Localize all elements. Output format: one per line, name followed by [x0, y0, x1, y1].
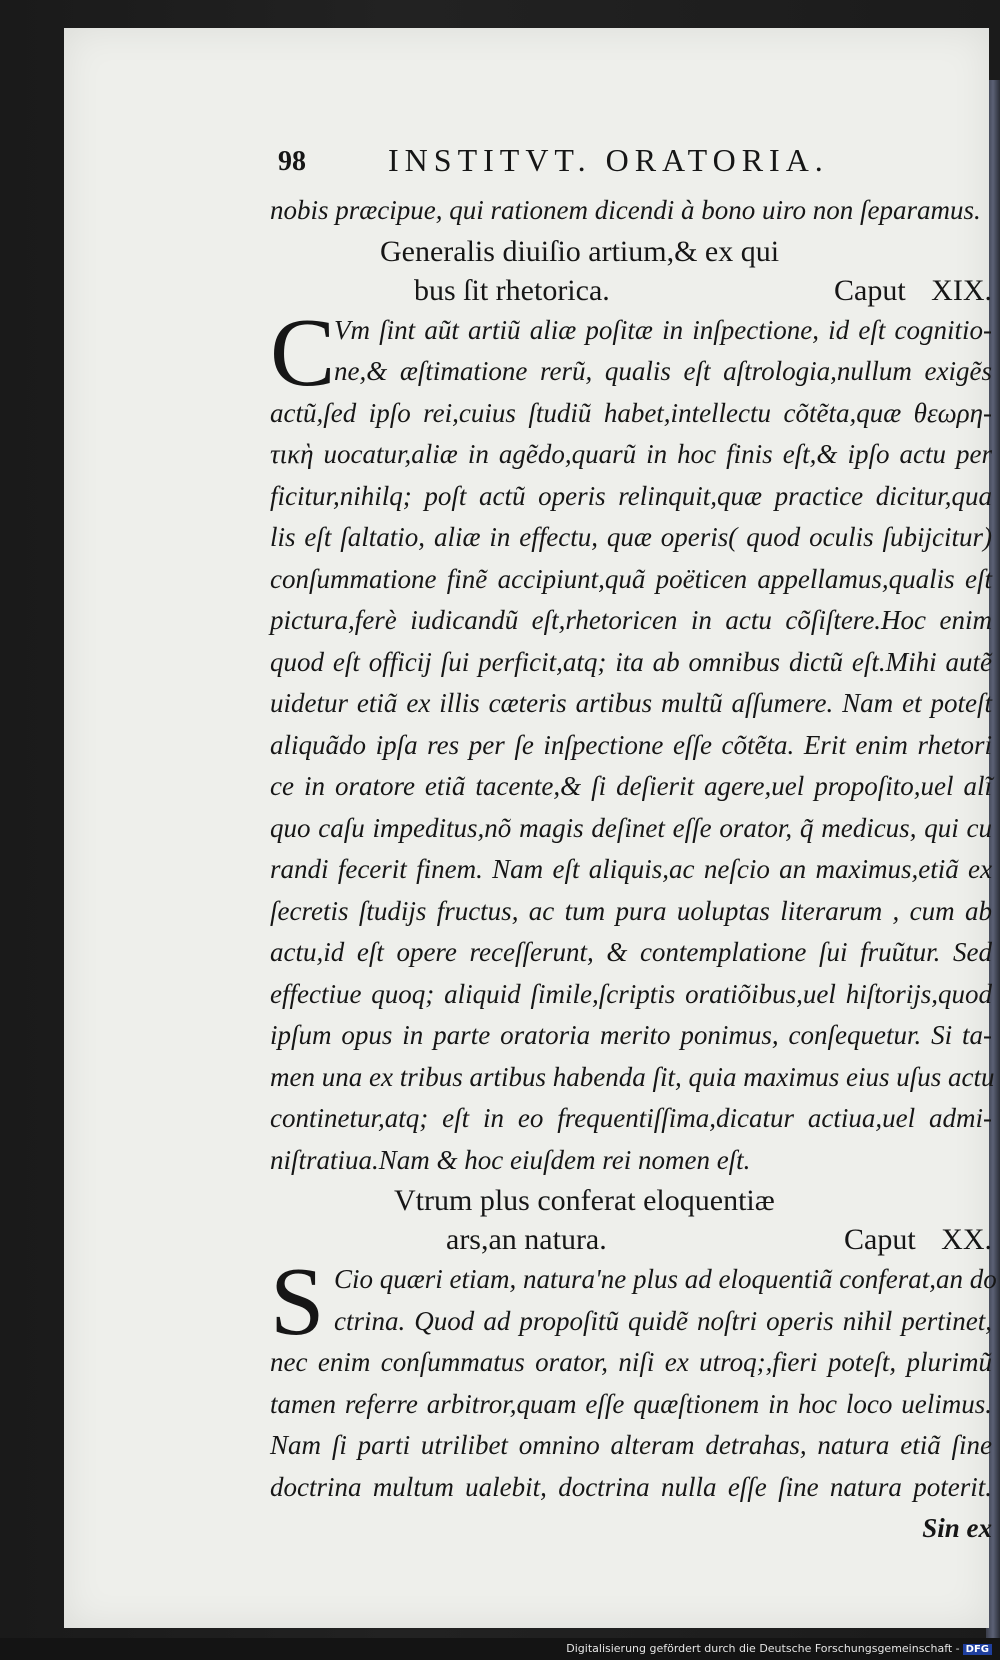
chapter-20-drop-cap: S [270, 1248, 325, 1356]
chapter-20-text-line: Nam ſi parti utrilibet omnino alteram detrahas, natura etiã ſine [270, 1430, 992, 1460]
chapter-19-text-line: pictura,ferè iudicandũ eſt,rhetoricen in actu cõſiſtere.Hoc enim [270, 605, 992, 635]
footer-credit-text: Digitalisierung gefördert durch die Deutsche Forschungsgemeinschaft - [566, 1642, 960, 1655]
chapter-19-text-line: uidetur etiã ex illis cæteris artibus multũ aſſumere. Nam et poteſt [270, 688, 992, 718]
chapter-19-text-line: lis eſt ſaltatio, aliæ in effectu, quæ operis( quod oculis ſubijcitur) [270, 522, 992, 552]
dfg-logo-icon: DFG [963, 1644, 992, 1655]
chapter-19-heading-text-1: Generalis diuiſio artium,& ex qui [380, 234, 780, 268]
chapter-19-text-line: ſecretis ſtudijs fructus, ac tum pura uoluptas literarum , cum ab [270, 895, 992, 926]
chapter-19-text-line: aliquãdo ipſa res per ſe inſpectione eſſe cõtẽta. Erit enim rhetori [270, 729, 992, 760]
chapter-20-text-line: ctrina. Quod ad propoſitũ quidẽ noſtri operis nihil pertinet, [334, 1305, 992, 1336]
chapter-19-text-line: τικὴ uocatur,aliæ in agẽdo,quarũ in hoc finis eſt,& ipſo actu per [270, 439, 992, 469]
footer-credit [566, 1642, 992, 1655]
chapter-19-text-line: ipſum opus in parte oratoria merito ponimus, conſequetur. Si ta- [270, 1020, 992, 1050]
chapter-20-heading-1 [220, 1181, 992, 1220]
chapter-20-text-line: nec enim conſummatus orator, niſi ex utroq;,fieri poteſt, plurimũ [270, 1347, 992, 1377]
chapter-19-lines [220, 298, 995, 1182]
chapter-19-text-line: quo caſu impeditus,nõ magis deſinet eſſe orator, q̃ medicus, qui cu [270, 812, 992, 843]
chapter-19-text-line: Vm ſint aũt artiũ aliæ poſitæ in inſpectione, id eſt cognitio- [334, 314, 992, 345]
opening-line: nobis præcipue, qui rationem dicendi à bono uiro non ſeparamus. [270, 195, 981, 225]
page-text [220, 138, 997, 1548]
chapter-20-heading-2 [220, 1220, 992, 1259]
chapter-19-text-line: conſummatione finẽ accipiunt,quã poëticen appellamus,qualis eſt [270, 563, 992, 594]
chapter-20-lines [220, 1248, 997, 1508]
chapter-20-text-line: tamen referre arbitror,quam eſſe quæſtionem in hoc loco uelimus. [270, 1388, 992, 1419]
running-title: INSTITVT. ORATORIA. [388, 142, 829, 178]
chapter-19-text-line: actũ,ſed ipſo rei,cuius ſtudiũ habet,intellectu cõtẽta,quæ θεωρη- [270, 397, 992, 428]
chapter-19-heading-text-2: bus ſit rhetorica. [414, 273, 610, 307]
chapter-19-body [220, 298, 995, 1182]
chapter-20-heading-text-1: Vtrum plus conferat eloquentiæ [394, 1184, 775, 1217]
page-number: 98 [278, 146, 306, 177]
chapter-19-heading-2 [220, 271, 992, 310]
catchword: Sin ex [922, 1513, 992, 1543]
chapter-20-text-line: doctrina multum ualebit, doctrina nulla eſſe ſine natura poterit. [270, 1471, 992, 1502]
chapter-19-heading-1 [220, 232, 992, 271]
running-head [220, 138, 992, 190]
chapter-20-body [220, 1248, 997, 1508]
chapter-19-text-line: ce in oratore etiã tacente,& ſi deſierit agere,uel propoſito,uel alĩ [270, 771, 992, 801]
chapter-19-text-line: men una ex tribus artibus habenda ſit, quia maximus eius uſus actu [270, 1061, 995, 1092]
chapter-19-text-line: ne,& æſtimatione rerũ, qualis eſt aſtrologia,nullum exigẽs [334, 356, 992, 386]
chapter-19-text-line: niſtratiua.Nam & hoc eiuſdem rei nomen eſt. [270, 1144, 751, 1175]
chapter-20-heading-text-2: ars,an natura. [446, 1223, 607, 1256]
chapter-19-text-line: ficitur,nihilq; poſt actũ operis relinquit,quæ practice dicitur,qua [270, 480, 992, 511]
chapter-19-text-line: continetur,atq; eſt in eo frequentiſſima,dicatur actiua,uel admi- [270, 1103, 992, 1133]
chapter-19-drop-cap: C [270, 298, 336, 407]
chapter-19-text-line: randi fecerit finem. Nam eſt aliquis,ac neſcio an maximus,etiã ex [270, 854, 992, 884]
chapter-19-text-line: quod eſt officij ſui perficit,atq; ita ab omnibus dictũ eſt.Mihi autẽ [270, 646, 992, 677]
chapter-19-text-line: actu,id eſt opere receſſerunt, & contemplatione ſui fruũtur. Sed [270, 937, 992, 967]
chapter-20-caput: Caput XX. [844, 1223, 992, 1256]
chapter-20-text-line: Cio quæri etiam, natura'ne plus ad eloquentiã conferat,an do [334, 1264, 997, 1294]
chapter-19-caput: Caput XIX. [834, 273, 992, 307]
chapter-19-text-line: effectiue quoq; aliquid ſimile,ſcriptis oratiõibus,uel hiſtorijs,quod [270, 978, 992, 1009]
